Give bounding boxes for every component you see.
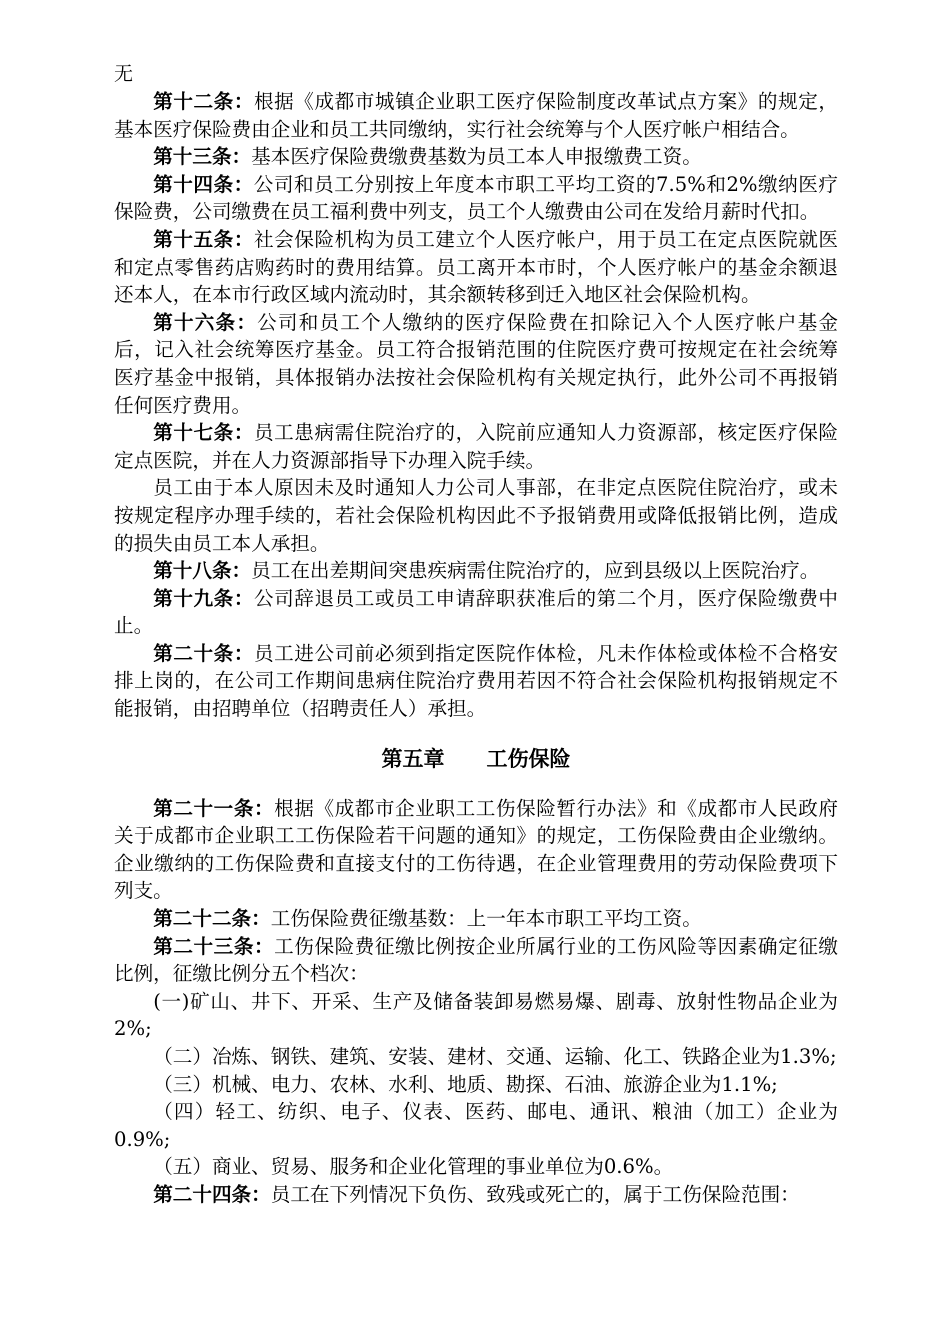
- article-label: 第十八条：: [153, 559, 252, 583]
- chapter-title: 第五章 工伤保险: [381, 745, 571, 771]
- article-text: 根据《成都市企业职工工伤保险暂行办法》和《成都市人民政府关于成都市企业职工工伤保险若干问题的通知》的规定，工伤保险费由企业缴纳。企业缴纳的工伤保险费和直接支付的工伤待遇，在企业管理费用的劳动保险费项下列支。: [114, 796, 839, 903]
- article-text: 公司和员工分别按上年度本市职工平均工资的7.5%和2%缴纳医疗保险费，公司缴费在员工福利费中列支，员工个人缴费由公司在发给月薪时代扣。: [114, 172, 838, 224]
- section-work-injury-insurance: [114, 795, 838, 1209]
- article-14: [114, 171, 838, 226]
- article-label: 第十五条：: [153, 227, 254, 251]
- document-page: [114, 60, 838, 1209]
- article-21: [114, 795, 838, 905]
- header-mark: 无: [114, 63, 134, 85]
- list-item-text: （四）轻工、纺织、电子、仪表、医药、邮电、通讯、粮油（加工）企业为0.9%;: [114, 1100, 838, 1151]
- list-item-text: （二）冶炼、钢铁、建筑、安装、建材、交通、运输、化工、铁路企业为1.3%;: [153, 1045, 837, 1068]
- rate-tier-1: [114, 988, 838, 1043]
- article-20: [114, 640, 838, 723]
- article-text: 工伤保险费征缴基数：上一年本市职工平均工资。: [270, 907, 702, 931]
- article-text: 基本医疗保险费缴费基数为员工本人申报缴费工资。: [251, 145, 702, 169]
- paragraph-text: 员工由于本人原因未及时通知人力公司人事部，在非定点医院住院治疗，或未按规定程序办理手续的，若社会保险机构因此不予报销费用或降低报销比例，造成的损失由员工本人承担。: [114, 476, 838, 555]
- article-text: 员工在下列情况下负伤、致残或死亡的，属于工伤保险范围：: [270, 1182, 800, 1206]
- article-19: [114, 585, 838, 640]
- article-label: 第十九条：: [153, 586, 254, 610]
- article-13: [114, 143, 838, 171]
- article-text: 员工进公司前必须到指定医院作体检，凡未作体检或体检不合格安排上岗的，在公司工作期间患病住院治疗费用若因不符合社会保险机构报销规定不能报销，由招聘单位（招聘责任人）承担。: [114, 641, 839, 721]
- article-text: 社会保险机构为员工建立个人医疗帐户，用于员工在定点医院就医和定点零售药店购药时的费用结算。员工离开本市时，个人医疗帐户的基金余额退还本人，在本市行政区域内流动时，其余额转移到迁入地区社会保险机构。: [114, 227, 839, 307]
- article-label: 第二十四条：: [153, 1182, 271, 1206]
- article-17-paragraph-2: [114, 474, 838, 557]
- article-text: 公司辞退员工或员工申请辞职获准后的第二个月，医疗保险缴费中止。: [114, 586, 839, 638]
- rate-tier-5: [114, 1153, 838, 1181]
- article-label: 第二十三条：: [153, 934, 275, 958]
- article-text: 员工患病需住院治疗的，入院前应通知人力资源部，核定医疗保险定点医院，并在人力资源部指导下办理入院手续。: [114, 421, 839, 472]
- article-label: 第二十二条：: [153, 907, 271, 931]
- article-text: 根据《成都市城镇企业职工医疗保险制度改革试点方案》的规定，基本医疗保险费由企业和员工共同缴纳，实行社会统筹与个人医疗帐户相结合。: [114, 90, 839, 141]
- article-label: 第十三条：: [153, 145, 252, 169]
- article-16: [114, 309, 838, 419]
- list-item-text: (一)矿山、井下、开采、生产及储备装卸易燃易爆、剧毒、放射性物品企业为2%;: [114, 989, 838, 1041]
- article-18: [114, 557, 838, 585]
- section-medical-insurance: [114, 88, 838, 723]
- article-17: [114, 419, 838, 474]
- article-23: [114, 933, 838, 988]
- article-label: 第十六条：: [153, 310, 258, 334]
- rate-tier-4: [114, 1098, 838, 1153]
- article-label: 第十四条：: [153, 172, 254, 196]
- list-item-text: （五）商业、贸易、服务和企业化管理的事业单位为0.6%。: [153, 1155, 674, 1179]
- list-item-text: （三）机械、电力、农林、水利、地质、勘探、石油、旅游企业为1.1%;: [153, 1072, 778, 1096]
- article-label: 第十二条：: [153, 90, 254, 113]
- article-12: [114, 88, 838, 143]
- rate-tier-3: [114, 1071, 838, 1099]
- article-text: 员工在出差期间突患疾病需住院治疗的，应到县级以上医院治疗。: [251, 559, 820, 583]
- article-24: [114, 1181, 838, 1209]
- article-label: 第二十条：: [153, 641, 254, 665]
- article-text: 工伤保险费征缴比例按企业所属行业的工伤风险等因素确定征缴比例，征缴比例分五个档次：: [114, 934, 839, 986]
- article-text: 公司和员工个人缴纳的医疗保险费在扣除记入个人医疗帐户基金后，记入社会统筹医疗基金。员工符合报销范围的住院医疗费可按规定在社会统筹医疗基金中报销，具体报销办法按社会保险机构有关规定执行，此外公司不再报销任何医疗费用。: [114, 310, 839, 417]
- article-label: 第二十一条：: [153, 796, 275, 820]
- article-15: [114, 226, 838, 309]
- article-label: 第十七条：: [153, 421, 254, 445]
- rate-tier-2: [114, 1043, 838, 1071]
- article-22: [114, 905, 838, 933]
